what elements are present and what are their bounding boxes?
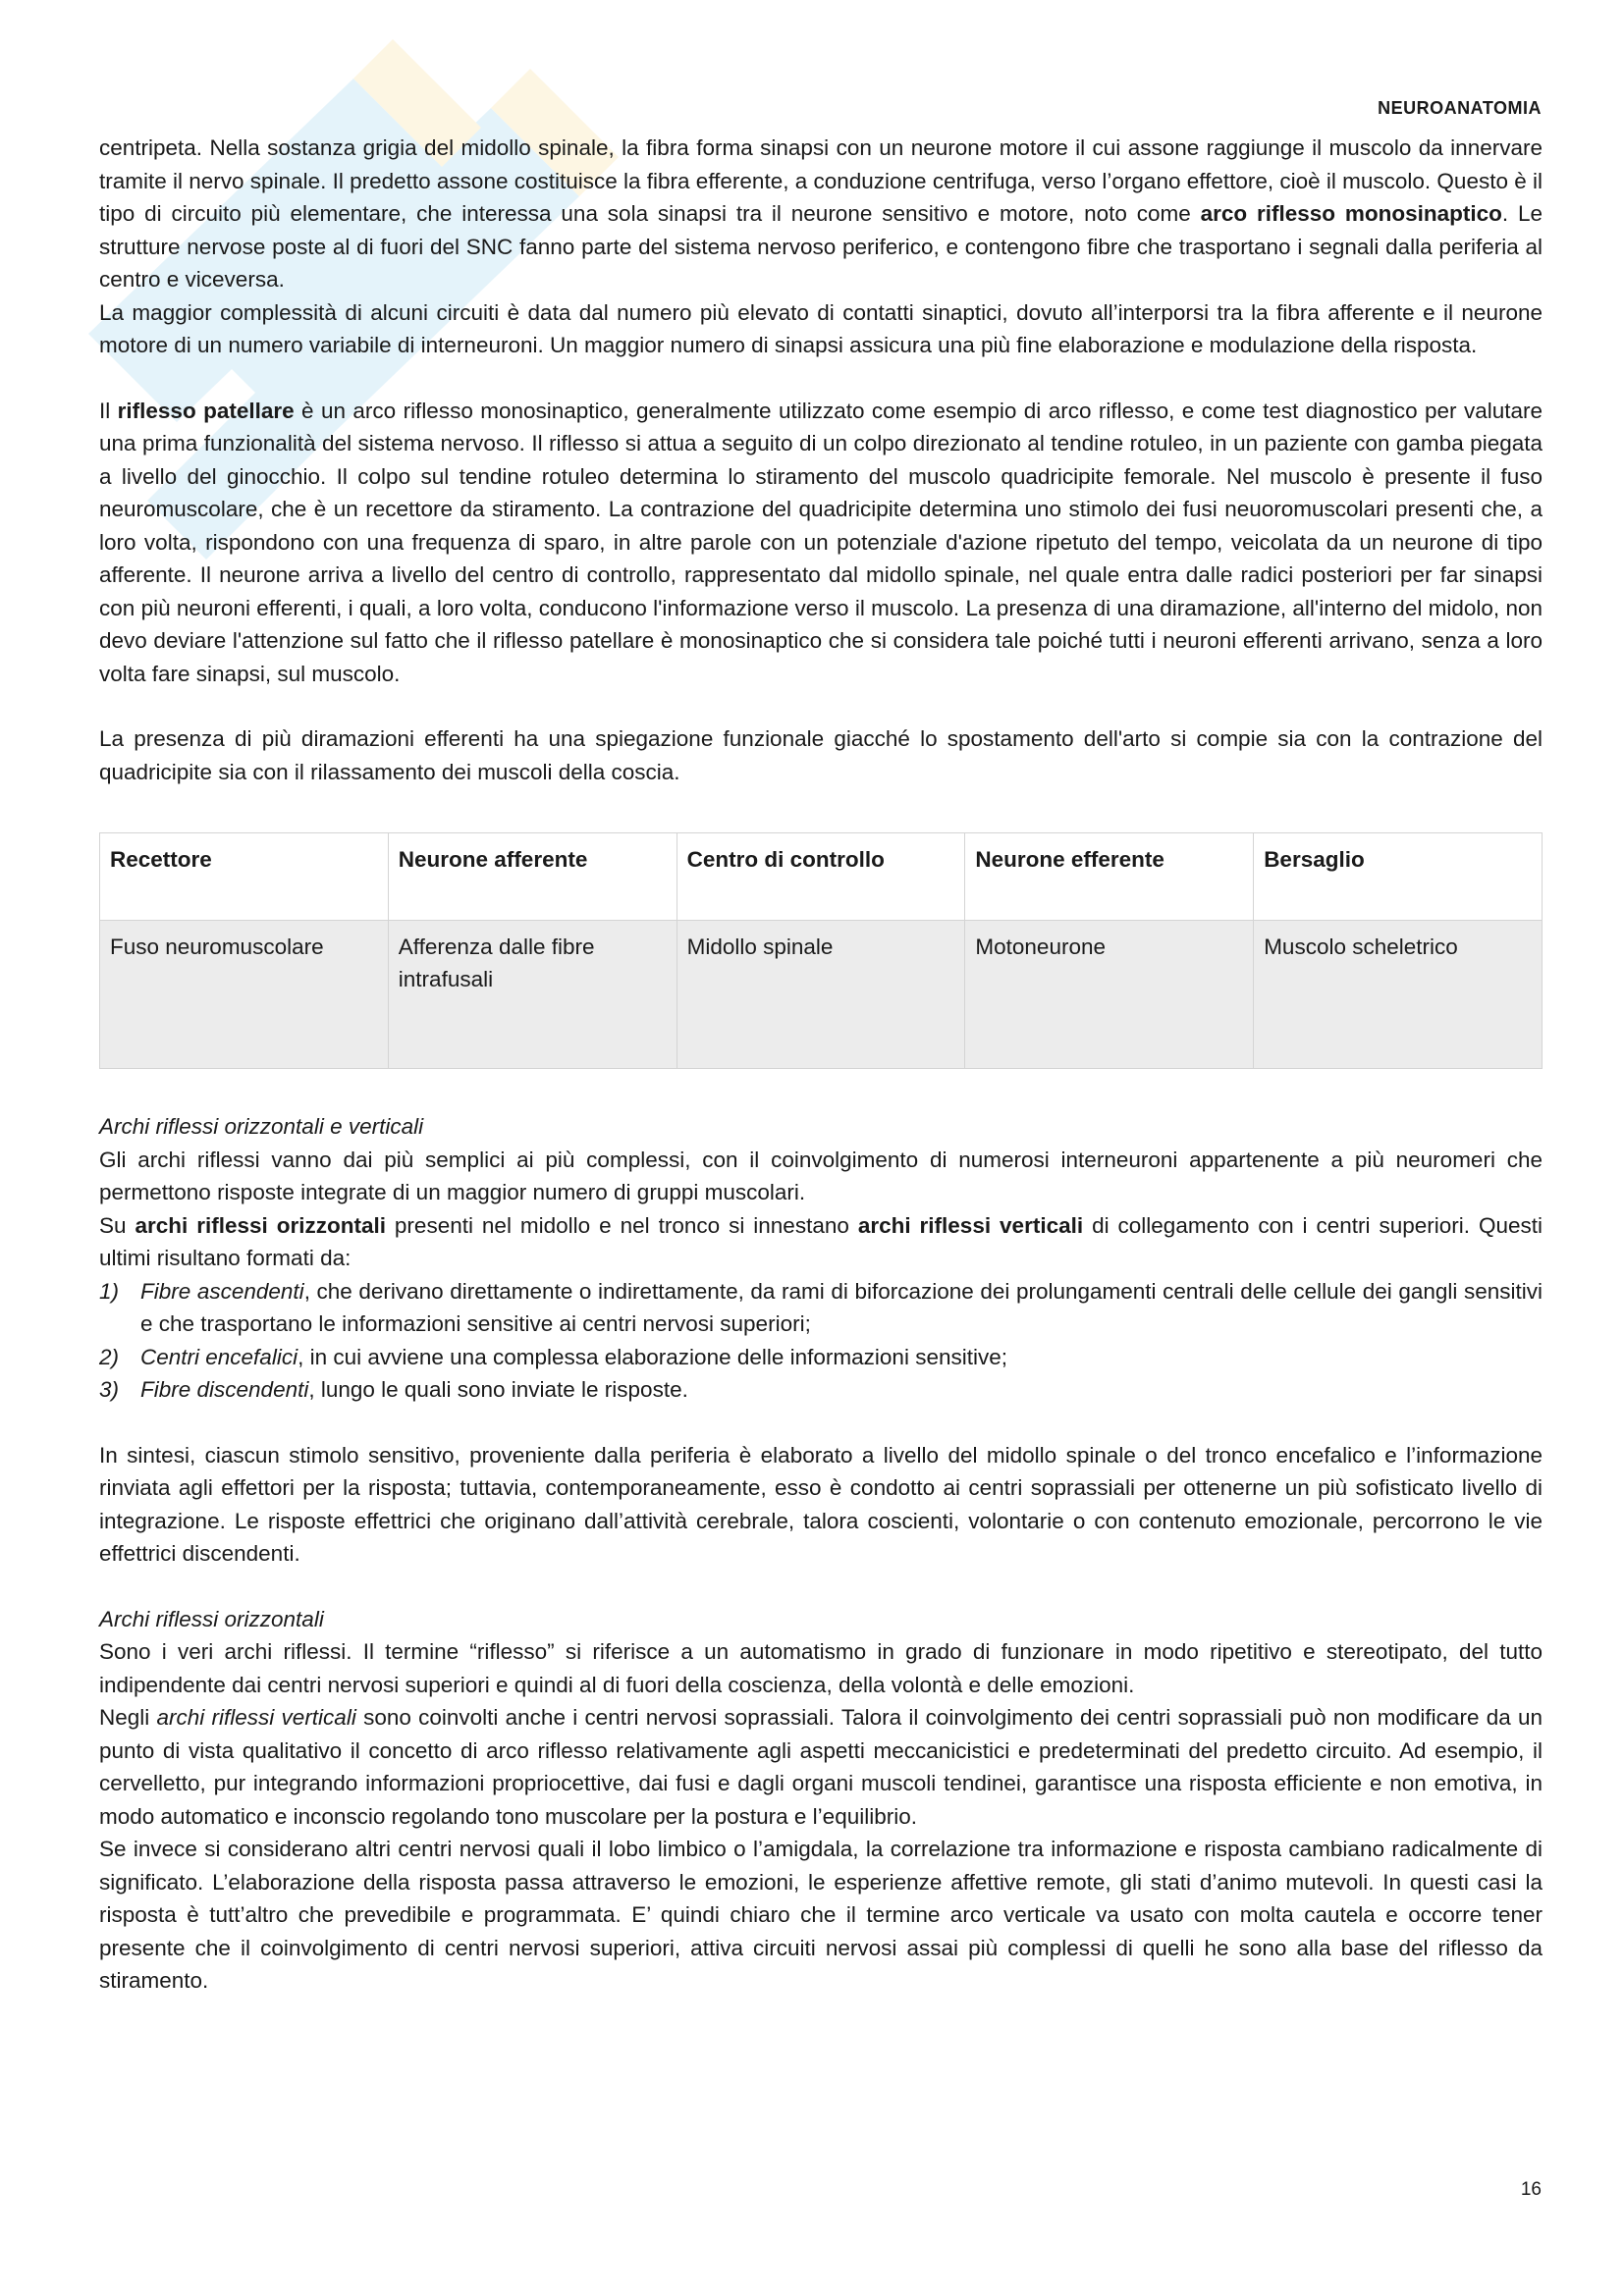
page-content	[99, 132, 1543, 1998]
table-row	[100, 921, 1543, 1069]
paragraph-archi-complessi: Gli archi riflessi vanno dai più semplici ai più complessi, con il coinvolgimento di numerosi interneuroni appartenente a più neuromeri che permettono risposte integrate di un maggior numero di gruppi muscolari.	[99, 1147, 1543, 1204]
section-heading-orizzontali-verticali: Archi riflessi orizzontali e verticali	[99, 1114, 424, 1139]
running-header: NEUROANATOMIA	[1378, 98, 1542, 118]
table-header-cell: Centro di controllo	[677, 833, 965, 921]
paragraph-efferent-branches: La presenza di più diramazioni efferenti ha una spiegazione funzionale giacché lo spostamento dell'arto si compie sia con la contrazione del quadricipite sia con il rilassamento dei muscoli della coscia.	[99, 726, 1543, 784]
table-cell: Afferenza dalle fibre intrafusali	[388, 921, 677, 1069]
paragraph-archi-orizzontali-verticali: Su archi riflessi orizzontali presenti nel midollo e nel tronco si innestano archi riflessi verticali di collegamento con i centri superiori. Questi ultimi risultano formati da:	[99, 1212, 1543, 1270]
paragraph-veri-archi: Sono i veri archi riflessi. Il termine “riflesso” si riferisce a un automatismo in grado di funzionare in modo ripetitivo e stereotipato, del tutto indipendente dai centri nervosi superiori e quindi al di fuori della coscienza, della volontà e delle emozioni.	[99, 1639, 1543, 1697]
table-cell: Motoneurone	[965, 921, 1254, 1069]
page-number: 16	[1520, 2179, 1542, 2200]
table-header-cell: Neurone afferente	[388, 833, 677, 921]
table-cell: Fuso neuromuscolare	[100, 921, 389, 1069]
paragraph-sintesi: In sintesi, ciascun stimolo sensitivo, proveniente dalla periferia è elaborato a livello del midollo spinale o del tronco encefalico e l’informazione rinviata agli effettori per la risposta; tuttavia, contemporaneamente, esso è condotto ai centri soprassiali per ottenerne un più sofisticato livello di integrazione. Le risposte effettrici che originano dall’attività cerebrale, talora coscienti, volontarie o con contenuto emozionale, percorrono le vie effettrici discendenti.	[99, 1442, 1543, 1566]
paragraph-lobo-limbico: Se invece si considerano altri centri nervosi quali il lobo limbico o l’amigdala, la correlazione tra informazione e risposta cambiano radicalmente di significato. L’elaborazione della risposta passa attraverso le emozioni, le esperienze affettive remote, gli stati d’animo mutevoli. In questi casi la risposta è tutt’altro che prevedibile e programmata. E’ quindi chiaro che il termine arco verticale va usato con molta cautela e occorre tener presente che il coinvolgimento di centri nervosi superiori, attiva circuiti nervosi assai più complessi di quelli he sono alla base del riflesso da stiramento.	[99, 1837, 1543, 1993]
list-item: 2) Centri encefalici, in cui avviene una complessa elaborazione delle informazioni sensitive;	[99, 1344, 1007, 1369]
reflex-table	[99, 832, 1543, 1069]
paragraph-archi-verticali: Negli archi riflessi verticali sono coinvolti anche i centri nervosi soprassiali. Talora il coinvolgimento dei centri soprassiali può non modificare da un punto di vista qualitativo il concetto di arco riflesso relativamente agli aspetti meccanicistici e predeterminati del predetto circuito. Ad esempio, il cervelletto, pur integrando informazioni propriocettive, dai fusi e dagli organi muscoli tendinei, garantisce una risposta efficiente e non emotiva, in modo automatico e inconscio regolando tono muscolare per la postura e l’equilibrio.	[99, 1705, 1543, 1829]
paragraph-complexity: La maggior complessità di alcuni circuiti è data dal numero più elevato di contatti sinaptici, dovuto all’interporsi tra la fibra afferente e il neurone motore di un numero variabile di interneuroni. Un maggior numero di sinapsi assicura una più fine elaborazione e modulazione della risposta.	[99, 299, 1543, 357]
term-arco-riflesso-monosinaptico: arco riflesso monosinaptico	[1200, 201, 1502, 226]
table-cell: Midollo spinale	[677, 921, 965, 1069]
paragraph-monosynaptic: centripeta. Nella sostanza grigia del midollo spinale, la fibra forma sinapsi con un neurone motore il cui assone raggiunge il muscolo da innervare tramite il nervo spinale. Il predetto assone costituisce la fibra efferente, a conduzione centrifuga, verso l’organo effettore, cioè il muscolo. Questo è il tipo di circuito più elementare, che interessa una sola sinapsi tra il neurone sensitivo e motore, noto come arco riflesso monosinaptico. Le strutture nervose poste al di fuori del SNC fanno parte del sistema nervoso periferico, e contengono fibre che trasportano i segnali dalla periferia al centro e viceversa.	[99, 135, 1543, 292]
components-list	[99, 1275, 1543, 1407]
table-header-cell: Neurone efferente	[965, 833, 1254, 921]
section-heading-orizzontali: Archi riflessi orizzontali	[99, 1606, 324, 1631]
table-cell: Muscolo scheletrico	[1254, 921, 1543, 1069]
term-riflesso-patellare: riflesso patellare	[117, 398, 295, 423]
table-header-cell: Bersaglio	[1254, 833, 1543, 921]
paragraph-patellar: Il riflesso patellare è un arco riflesso monosinaptico, generalmente utilizzato come esempio di arco riflesso, e come test diagnostico per valutare una prima funzionalità del sistema nervoso. Il riflesso si attua a seguito di un colpo direzionato al tendine rotuleo, in un paziente con gamba piegata a livello del ginocchio. Il colpo sul tendine rotuleo determina lo stiramento del muscolo quadricipite femorale. Nel muscolo è presente il fuso neuromuscolare, che è un recettore da stiramento. La contrazione del quadricipite determina uno stimolo dei fusi neuoromuscolari presenti che, a loro volta, rispondono con una frequenza di sparo, in altre parole con un potenziale d'azione ripetuto del tempo, veicolata da un neurone di tipo afferente. Il neurone arriva a livello del centro di controllo, rappresentato dal midollo spinale, nel quale entra dalle radici posteriori per far sinapsi con più neuroni efferenti, i quali, a loro volta, conducono l'informazione verso il muscolo. La presenza di una diramazione, all'interno del midolo, non devo deviare l'attenzione sul fatto che il riflesso patellare è monosinaptico che si considera tale poiché tutti i neuroni efferenti arrivano, senza a loro volta fare sinapsi, sul muscolo.	[99, 398, 1543, 686]
list-item: 1) Fibre ascendenti, che derivano direttamente o indirettamente, da rami di biforcazione dei prolungamenti centrali delle cellule dei gangli sensitivi e che trasportano le informazioni sensitive ai centri nervosi superiori;	[99, 1278, 1543, 1336]
list-item: 3) Fibre discendenti, lungo le quali sono inviate le risposte.	[99, 1377, 688, 1402]
table-header-cell: Recettore	[100, 833, 389, 921]
table-header-row	[100, 833, 1543, 921]
